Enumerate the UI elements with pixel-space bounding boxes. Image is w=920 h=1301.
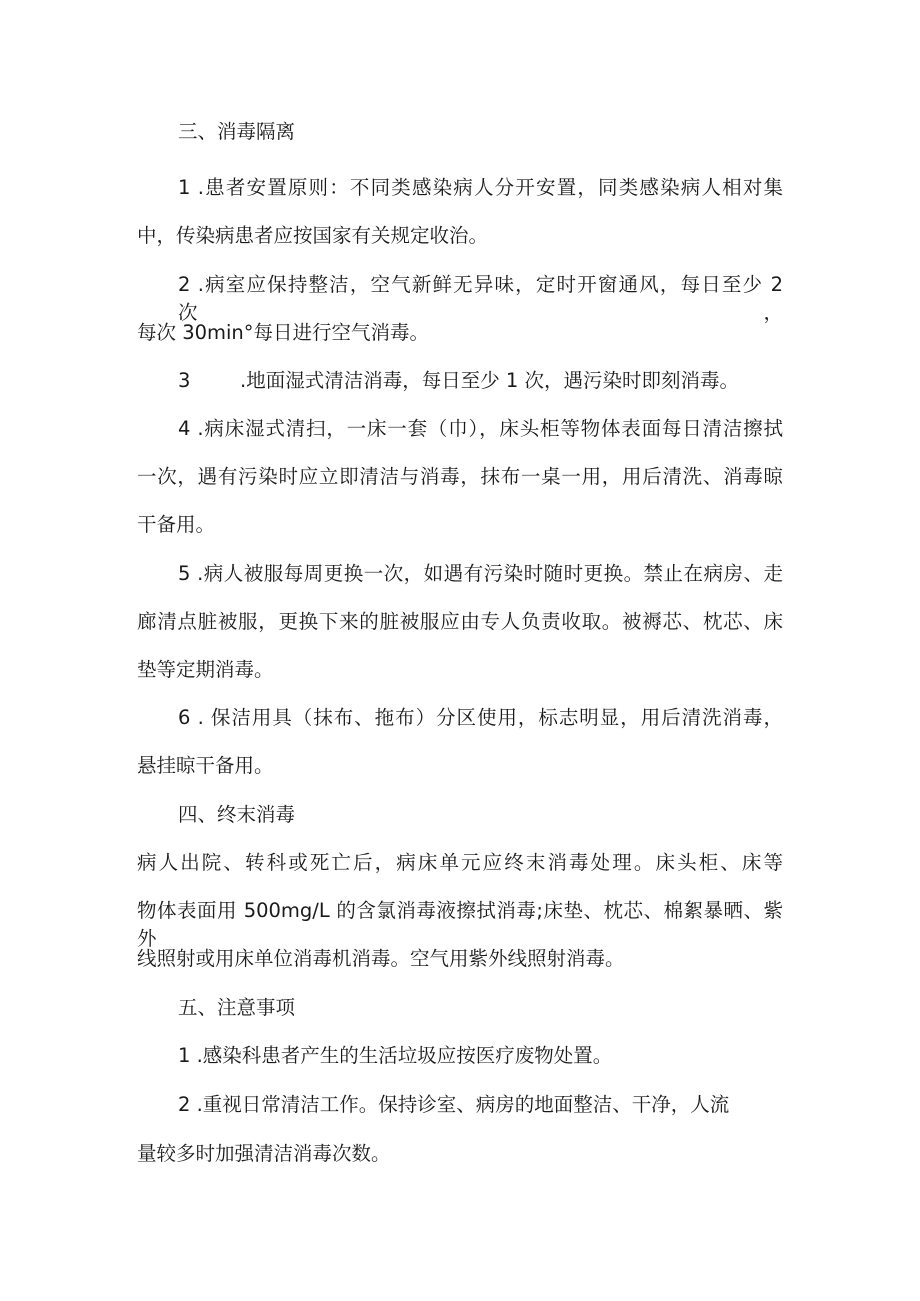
paragraph-line: 干备用。 (137, 513, 216, 536)
paragraph-line: 病人出院、转科或死亡后，病床单元应终末消毒处理。床头柜、床等 (137, 851, 783, 874)
paragraph-line: 中，传染病患者应按国家有关规定收治。 (137, 224, 489, 247)
paragraph-line: 廊清点脏被服，更换下来的脏被服应由专人负责收取。被褥芯、枕芯、床 (137, 610, 783, 633)
section-heading-4: 四、终末消毒 (178, 803, 296, 826)
paragraph-line: 6 . 保洁用具（抹布、拖布）分区使用，标志明显，用后清洗消毒， (178, 706, 783, 729)
section-heading-3: 三、消毒隔离 (178, 120, 296, 143)
paragraph-line: 垫等定期消毒。 (137, 658, 274, 681)
paragraph-line: 4 .病床湿式清扫，一床一套（巾），床头柜等物体表面每日清洁擦拭 (178, 417, 783, 440)
paragraph-line: 线照射或用床单位消毒机消毒。空气用紫外线照射消毒。 (137, 947, 625, 970)
paragraph-line: 1 .感染科患者产生的生活垃圾应按医疗废物处置。 (178, 1044, 613, 1067)
paragraph-line: 量较多时加强清洁消毒次数。 (137, 1142, 391, 1165)
paragraph-line: 一次，遇有污染时应立即清洁与消毒，抹布一桌一用，用后清洗、消毒晾 (137, 465, 783, 488)
paragraph-line: 每次 30min°每日进行空气消毒。 (137, 321, 430, 344)
paragraph-line: 5 .病人被服每周更换一次，如遇有污染时随时更换。禁止在病房、走 (178, 562, 783, 585)
paragraph-line: 2 .重视日常清洁工作。保持诊室、病房的地面整洁、干净，人流 (178, 1093, 730, 1116)
section-heading-5: 五、注意事项 (178, 996, 296, 1019)
paragraph-line: 1 .患者安置原则：不同类感染病人分开安置，同类感染病人相对集 (178, 176, 783, 199)
paragraph-line: 悬挂晾干备用。 (137, 754, 274, 777)
paragraph-line: 3 .地面湿式清洁消毒，每日至少 1 次，遇污染时即刻消毒。 (178, 369, 739, 392)
paragraph-line: 物体表面用 500mg∕L 的含氯消毒液擦拭消毒;床垫、枕芯、棉絮暴晒、紫外 (137, 899, 783, 950)
paragraph-line: 2 .病室应保持整洁，空气新鲜无异味，定时开窗通风，每日至少 2 次， (178, 273, 783, 324)
